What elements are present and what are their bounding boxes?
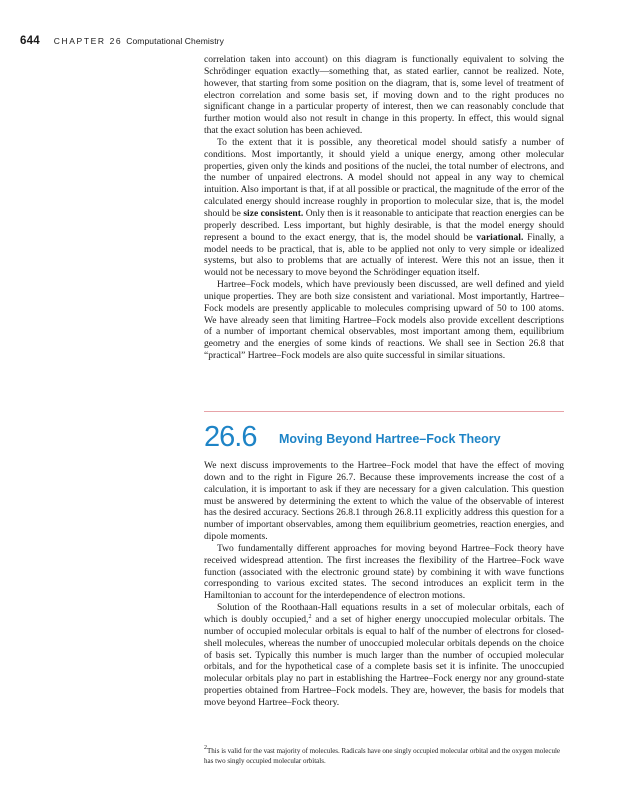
paragraph-text: Finally, a model needs to be practical, that is, able to be applied not only to very simple or idealized systems, but also to problems that are actually of interest. Were this not an issue, then it would not be necessary to move beyond the Schrödinger equation itself. bbox=[204, 231, 564, 279]
page-number: 644 bbox=[20, 35, 40, 47]
paragraph: We next discuss improvements to the Hartree–Fock model that have the effect of moving down and to the right in Figure 26.7. Because these improvements increase the cost of a calculation, it is important to ask if they are necessary for a given calculation. This question must be answered by determining the extent to which the value of the observable of interest has the desired accuracy. Sections 26.8.1 through 26.8.11 explicitly address this question for a number of important observables, among them equilibrium geometries, reaction energies, and dipole moments. bbox=[204, 460, 564, 543]
footnote-marker: 2 bbox=[204, 745, 207, 751]
body-text-section bbox=[204, 460, 564, 709]
footnote-text: This is valid for the vast majority of molecules. Radicals have one singly occupied molecular orbital and the oxygen molecule has two singly occupied molecular orbitals. bbox=[204, 747, 561, 765]
paragraph: correlation taken into account) on this diagram is functionally equivalent to solving the Schrödinger equation exactly—something that, as stated earlier, cannot be realized. Note, however, that starting from some position on the diagram, that is, some level of treatment of electron correlation and some basis set, if moving down and to the right produces no significant change in a particular property of interest, then we can reasonably conclude that further motion would also not result in change in this property. In effect, this would signal that the exact solution has been achieved. bbox=[204, 54, 564, 137]
term-variational: variational. bbox=[476, 231, 524, 243]
chapter-title: Computational Chemistry bbox=[126, 36, 224, 46]
paragraph-text: Only then is it reasonable to anticipate that reaction energies can be properly described. Less important, but highly desirable, is that the model energy should represent a bound to the exact energy, that is, the model should be bbox=[204, 207, 564, 243]
body-text-top bbox=[204, 54, 564, 362]
chapter-label: CHAPTER 26 bbox=[53, 36, 123, 46]
section-number: 26.6 bbox=[204, 421, 257, 453]
term-size-consistent: size consistent. bbox=[243, 207, 304, 219]
paragraph bbox=[204, 602, 564, 709]
footnote bbox=[204, 746, 564, 766]
paragraph: Two fundamentally different approaches for moving beyond Hartree–Fock theory have received widespread attention. The first increases the flexibility of the Hartree–Fock wave function (associated with the electronic ground state) by combining it with wave functions corresponding to various excited states. The second introduces an explicit term in the Hamiltonian to account for the interdependence of electron motions. bbox=[204, 542, 564, 602]
section-title: Moving Beyond Hartree–Fock Theory bbox=[279, 432, 501, 446]
paragraph-text: Solution of the Roothaan-Hall equations results in a set of molecular orbitals, each of which is doubly occupied, bbox=[204, 602, 564, 625]
paragraph-text: and a set of higher energy unoccupied molecular orbitals. The number of occupied molecular orbitals is equal to half of the number of electrons for closed-shell molecules, whereas the number of unoccupied molecular orbitals depends on the choice of basis set. Typically this number is much larger than the number of occupied molecular orbitals, and for the hypothetical case of a complete basis set it is infinite. The unoccupied molecular orbitals play no part in establishing the Hartree–Fock energy nor any ground-state properties obtained from Hartree–Fock models. They are, however, the basis for models that move beyond Hartree–Fock theory. bbox=[204, 613, 564, 708]
paragraph bbox=[204, 137, 564, 279]
section-divider bbox=[204, 411, 564, 412]
paragraph: Hartree–Fock models, which have previously been discussed, are well defined and yield unique properties. They are both size consistent and variational. Most importantly, Hartree–Fock models are presently applicable to molecules comprising upward of 50 to 100 atoms. We have already seen that limiting Hartree–Fock models also provide excellent descriptions of a number of important chemical observables, most important among them, equilibrium geometry and the energies of some kinds of reactions. We shall see in Section 26.8 that “practical” Hartree–Fock models are also quite successful in similar situations. bbox=[204, 279, 564, 362]
paragraph-text: To the extent that it is possible, any theoretical model should satisfy a number of conditions. Most importantly, it should yield a unique energy, among other molecular properties, given only the kinds and positions of the nuclei, the total number of electrons, and the number of unpaired electrons. A model should not appeal in any way to chemical intuition. Also important is that, if at all possible or practical, the magnitude of the error of the calculated energy should increase roughly in proportion to molecular size, that is, the model should be bbox=[204, 136, 564, 219]
running-header bbox=[20, 31, 224, 45]
footnote-reference: 2 bbox=[308, 613, 312, 620]
